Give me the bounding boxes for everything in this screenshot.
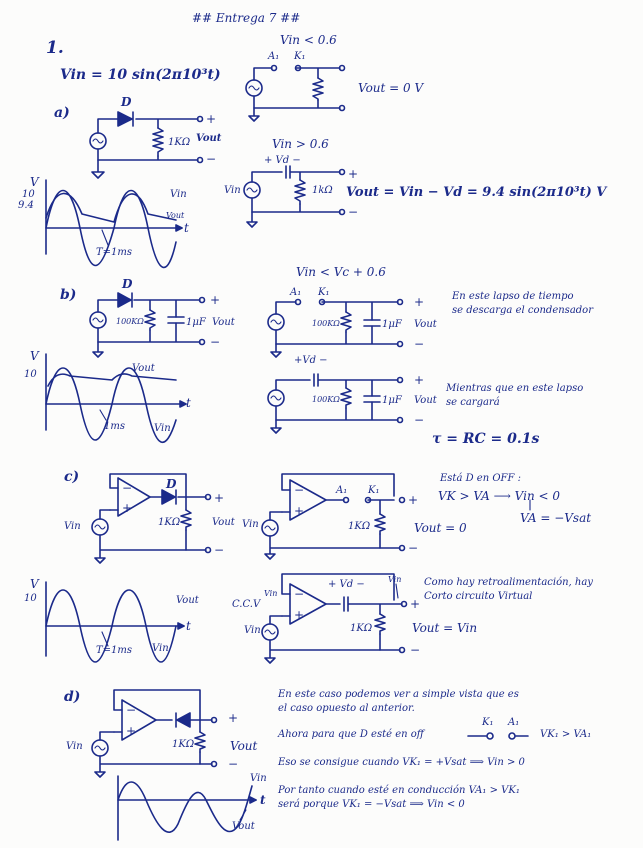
vout-label-d: Vout [230, 739, 258, 753]
vout-zero-c: Vout = 0 [414, 521, 467, 535]
note-condition: VK > VA ⟶ Vin < 0 [438, 489, 561, 503]
graph-a-vin: Vin [170, 189, 187, 200]
graph-b-axis-v: V [30, 349, 39, 363]
vin-equation: Vin = 10 sin(2π10³t) [60, 67, 221, 83]
graph-a-tick-10: 10 [22, 189, 35, 200]
minus-b3: − [414, 413, 425, 427]
diode-label-a: D [121, 95, 132, 109]
label-c: c) [64, 469, 80, 485]
opamp-minus-d: − [126, 703, 137, 717]
note-charge-1: Mientras que en este lapso [446, 383, 584, 394]
plus-b: + [210, 293, 221, 307]
note-feedback-1: Como hay retroalimentación, hay [424, 577, 593, 588]
resistor-label-b: 100KΩ [116, 317, 144, 326]
vd-label-c: + Vd − [328, 579, 365, 590]
label-a: a) [54, 105, 70, 121]
resistor-label-c: 1KΩ [158, 517, 181, 528]
minus-a-on: − [348, 205, 359, 219]
opamp-minus-c: − [122, 481, 133, 495]
graph-b-vout: Vout [132, 363, 155, 374]
resistor-label-c3: 1KΩ [350, 623, 373, 634]
virtual-short-label: C.C.V [232, 599, 261, 610]
cap-label-b3: 1μF [382, 395, 402, 406]
plus-c2: + [408, 493, 419, 507]
note-d-line-1: En este caso podemos ver a simple vista que es [278, 689, 519, 700]
page-header: ## Entrega 7 ## [192, 11, 301, 25]
note-d-line-6: será porque VK₁ = −Vsat ⟹ Vin < 0 [278, 799, 465, 810]
vin-label-a-on: Vin [224, 185, 241, 196]
minus-c2: − [408, 541, 419, 555]
graph-a-vout: Vout [166, 211, 185, 220]
minus-b2: − [414, 337, 425, 351]
graph-c-axis-t: t [186, 619, 191, 633]
cap-label-b: 1μF [186, 317, 206, 328]
minus-c: − [214, 543, 225, 557]
vin-node-label: Vin [388, 575, 402, 584]
graph-c-axis-v: V [30, 577, 39, 591]
note-d-line-4: Eso se consigue cuando VK₁ = +Vsat ⟹ Vin > 0 [278, 757, 525, 768]
graph-d-vin: Vin [250, 773, 267, 784]
note-d-line-2: el caso opuesto al anterior. [278, 703, 415, 714]
note-d-a1: A₁ [508, 717, 520, 728]
label-b: b) [60, 287, 77, 303]
vout-label-b2: Vout [414, 319, 437, 330]
plus-d: + [228, 711, 239, 725]
opamp-plus-c2: + [294, 504, 305, 518]
note-d-k1: K₁ [482, 717, 494, 728]
note-d-off: Está D en OFF : [440, 473, 521, 484]
resistor-label-d: 1KΩ [172, 739, 195, 750]
graph-b-vin: Vin [154, 423, 171, 434]
graph-a-tick-94: 9.4 [18, 200, 34, 211]
opamp-plus-c: + [122, 501, 133, 515]
cathode-label-b: K₁ [318, 287, 330, 298]
minus-b: − [210, 335, 221, 349]
resistor-label-b3: 100KΩ [312, 395, 340, 404]
case-b: Vin < Vc + 0.6 [296, 265, 386, 279]
graph-d-axis-t: t [260, 793, 266, 807]
label-d: d) [64, 689, 81, 705]
graph-b-tick-10: 10 [24, 369, 37, 380]
diode-label-c: D [166, 477, 177, 491]
section-number: 1. [46, 38, 64, 58]
graph-c-period: T=1ms [96, 645, 133, 656]
resistor-label-b2: 100KΩ [312, 319, 340, 328]
anode-label-c: A₁ [336, 485, 348, 496]
vin-top-label: Vin [264, 589, 278, 598]
opamp-minus-c2: − [294, 483, 305, 497]
resistor-label-a-on: 1kΩ [312, 185, 333, 196]
note-discharge-2: se descarga el condensador [452, 305, 593, 316]
plus-a-on: + [348, 167, 359, 181]
cathode-label-c: K₁ [368, 485, 380, 496]
vout-equals-vin: Vout = Vin [412, 621, 478, 635]
vout-label-b: Vout [212, 317, 235, 328]
minus-d: − [228, 757, 239, 771]
note-feedback-2: Corto circuito Virtual [424, 591, 533, 602]
opamp-plus-c3: + [294, 608, 305, 622]
graph-a-axis-t: t [184, 221, 189, 235]
case-a-lt: Vin < 0.6 [280, 33, 337, 47]
anode-label-a: A₁ [268, 51, 280, 62]
graph-b-axis-t: t [186, 396, 191, 410]
plus-b3: + [414, 373, 425, 387]
vout-label-c: Vout [212, 517, 235, 528]
minus-a: − [206, 152, 217, 166]
vout-zero-a: Vout = 0 V [358, 81, 424, 95]
vin-label-c: Vin [64, 521, 81, 532]
vd-label-b: +Vd − [294, 355, 328, 366]
opamp-plus-d: + [126, 724, 137, 738]
vin-label-d: Vin [66, 741, 83, 752]
vout-label-b3: Vout [414, 395, 437, 406]
vout-equation-a: Vout = Vin − Vd = 9.4 sin(2π10³t) V [346, 185, 607, 200]
graph-c-tick-10: 10 [24, 593, 37, 604]
note-d-line-5: Por tanto cuando esté en conducción VA₁ > VK₁ [278, 785, 520, 796]
graph-a-period: T=1ms [96, 247, 133, 258]
graph-a-axis-v: V [30, 175, 39, 189]
cathode-label-a: K₁ [294, 51, 306, 62]
plus-c: + [214, 491, 225, 505]
diode-label-b: D [122, 277, 133, 291]
minus-c3: − [410, 643, 421, 657]
vd-label-a: + Vd − [264, 155, 301, 166]
note-d-line-3: Ahora para que D esté en off [278, 729, 424, 740]
resistor-label-c2: 1KΩ [348, 521, 371, 532]
plus-c3: + [410, 597, 421, 611]
note-va: VA = −Vsat [520, 511, 592, 525]
case-a-gt: Vin > 0.6 [272, 137, 329, 151]
graph-c-vin: Vin [152, 643, 169, 654]
resistor-label-a: 1KΩ [168, 137, 191, 148]
note-charge-2: se cargará [446, 397, 500, 408]
anode-label-b: A₁ [290, 287, 302, 298]
plus-a: + [206, 112, 217, 126]
graph-d-vout: Vout [232, 821, 255, 832]
note-discharge-1: En este lapso de tiempo [452, 291, 574, 302]
plus-b2: + [414, 295, 425, 309]
time-constant: τ = RC = 0.1s [432, 431, 540, 447]
cap-label-b2: 1μF [382, 319, 402, 330]
opamp-minus-c3: − [294, 587, 305, 601]
graph-b-1ms: 1ms [104, 421, 125, 432]
vin-label-c3: Vin [244, 625, 261, 636]
vin-label-c2: Vin [242, 519, 259, 530]
graph-c-vout: Vout [176, 595, 199, 606]
note-d-line-3b: VK₁ > VA₁ [540, 729, 592, 740]
vout-label-a: Vout [196, 133, 222, 144]
